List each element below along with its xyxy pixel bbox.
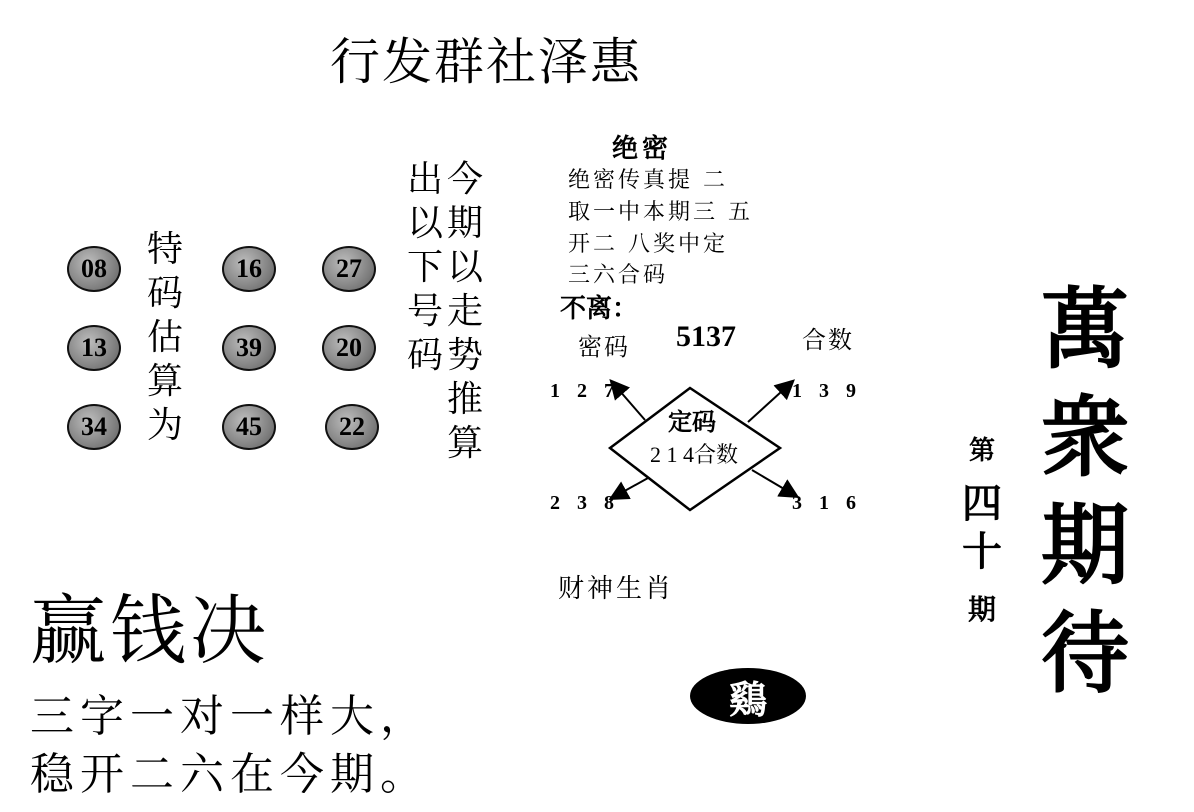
number-ball: 13 [67,325,121,371]
zodiac-badge: 鷄 [690,668,806,724]
page-title: 行发群社泽惠 [330,33,642,91]
ying-heading: 赢钱决 [30,586,270,675]
number-ball: 20 [322,325,376,371]
diamond-num-br: 3 1 6 [792,492,862,514]
secret-line: 开二 八奖中定 [568,232,728,257]
heshu-label: 合数 [802,326,854,354]
diamond-num-tl: 1 2 7 [550,380,620,402]
number-ball: 08 [67,246,121,292]
diamond-num-bl: 2 3 8 [550,492,620,514]
number-ball: 34 [67,404,121,450]
buli-heading: 不离： [560,294,639,324]
issue-di: 第 [968,436,995,466]
jinqi-vertical-text: 今 期 以 走 势 推 算 [446,159,483,464]
issue-qi: 期 [967,593,996,626]
secret-heading: 绝密 [612,134,673,164]
diamond-num-tr: 1 3 9 [792,380,862,402]
arrow-bottom-right [752,470,796,496]
number-ball: 16 [222,246,276,292]
issue-num1: 四 [962,480,1002,527]
number-ball: 45 [222,404,276,450]
caishen-label: 财神生肖 [558,574,675,604]
number-ball: 22 [325,404,379,450]
secret-line: 三六合码 [568,263,669,288]
wanzhong-vertical: 萬 衆 期 待 [1040,277,1129,705]
issue-num2: 十 [962,528,1002,575]
mima-value: 5137 [676,320,736,353]
secret-line: 绝密传真提 二 [568,168,728,193]
poem-line: 三字一对一样大， [30,691,430,742]
arrow-top-right [748,382,792,422]
secret-line: 取一中本期三 五 [568,200,753,225]
number-ball: 27 [322,246,376,292]
tema-vertical-text: 特 码 估 算 为 [146,229,183,446]
number-ball: 39 [222,325,276,371]
chu-vertical-text: 出 以 下 号 码 [406,159,443,376]
diamond-label-heshu: 2 1 4合数 [650,442,739,467]
diamond-label-dingma: 定码 [668,408,716,436]
mima-label: 密码 [578,333,630,361]
poem-line: 稳开二六在今期。 [30,749,430,800]
